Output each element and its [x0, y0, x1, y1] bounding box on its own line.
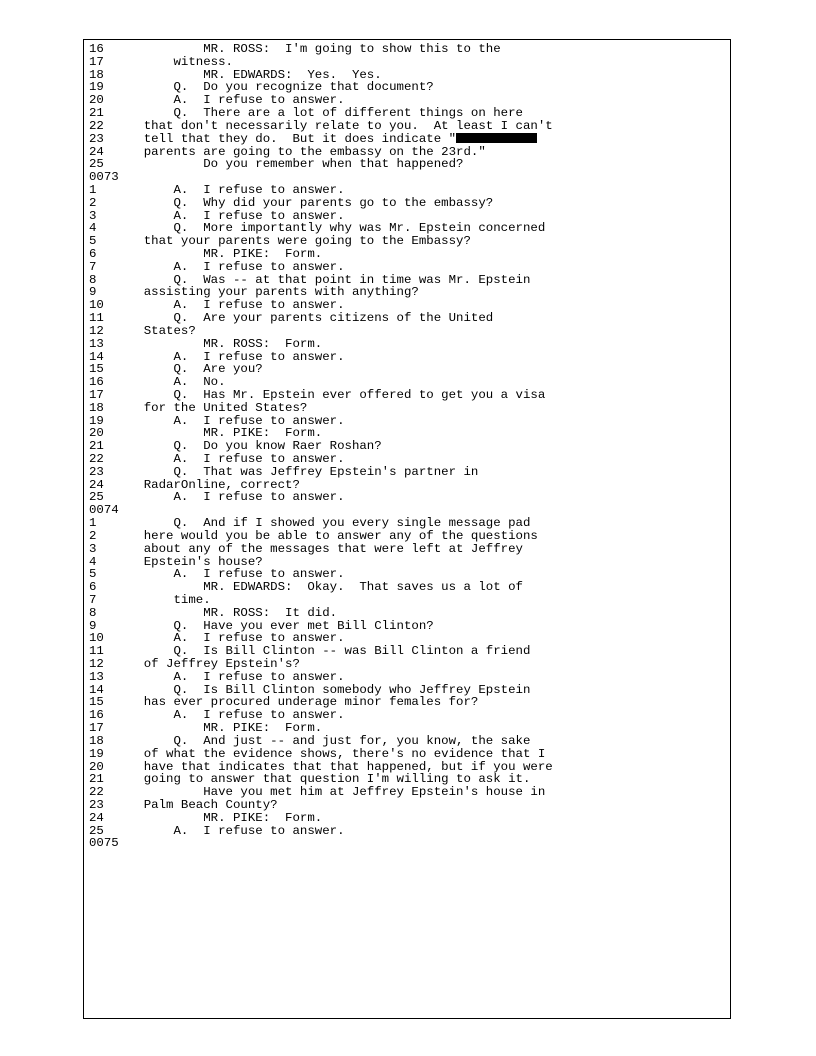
line-text-content: MR. PIKE: Form.	[114, 721, 323, 736]
line-number: 4	[89, 221, 97, 236]
line-number: 21	[89, 106, 104, 121]
line-text-content: Have you met him at Jeffrey Epstein's house in	[114, 785, 546, 800]
line-text-content: Do you remember when that happened?	[114, 157, 464, 172]
line-text-content: going to answer that question I'm willing to ask it.	[114, 772, 531, 787]
line-text-content: A. I refuse to answer.	[114, 669, 345, 684]
redaction-bar	[456, 133, 537, 143]
line-text-content: MR. PIKE: Form.	[114, 247, 323, 261]
line-number: 21	[89, 772, 104, 787]
line-text-content: MR. EDWARDS: Okay. That saves us a lot of	[114, 580, 523, 595]
line-text-content: A. I refuse to answer.	[114, 349, 345, 364]
line-number: 17	[89, 387, 104, 402]
line-text-content: A. I refuse to answer.	[114, 452, 345, 466]
line-number: 8	[89, 272, 97, 287]
line-number: 10	[89, 298, 104, 313]
line-number: 3	[89, 208, 97, 223]
line-number: 1	[89, 182, 97, 197]
line-number: 23	[89, 797, 104, 812]
line-text-content: MR. ROSS: It did.	[114, 605, 338, 620]
transcript-line	[89, 158, 729, 171]
line-text-content: of Jeffrey Epstein's?	[114, 657, 300, 671]
line-number: 0073	[89, 170, 119, 185]
line-number: 4	[89, 554, 97, 569]
line-text-content: tell that they do. But it does indicate "	[114, 131, 457, 146]
line-number: 9	[89, 285, 97, 300]
transcript-line	[89, 491, 729, 504]
transcript-line	[89, 825, 729, 838]
line-text-content: Q. And if I showed you every single message pad	[114, 516, 531, 531]
line-text-content: A. I refuse to answer.	[114, 823, 345, 838]
line-text-content: RadarOnline, correct?	[114, 477, 300, 492]
line-text-content: time.	[114, 592, 211, 607]
line-number: 9	[89, 618, 97, 633]
line-number: 14	[89, 349, 104, 364]
line-text-content: assisting your parents with anything?	[114, 285, 419, 300]
line-text-content: Q. There are a lot of different things on here	[114, 106, 523, 121]
line-text-content: Q. Are your parents citizens of the United	[114, 311, 494, 326]
line-text-content: A. I refuse to answer.	[114, 208, 345, 223]
line-number: 8	[89, 605, 97, 620]
line-text-content: Q. More importantly why was Mr. Epstein concerned	[114, 221, 546, 236]
line-text-content: MR. ROSS: I'm going to show this to the	[114, 42, 501, 56]
line-number: 24	[89, 477, 104, 492]
line-text-content: A. I refuse to answer.	[114, 631, 345, 646]
line-number: 14	[89, 682, 104, 697]
line-number: 22	[89, 452, 104, 466]
line-text	[114, 825, 345, 838]
transcript-body	[89, 43, 729, 850]
line-number: 22	[89, 785, 104, 800]
line-number: 11	[89, 311, 104, 326]
line-number: 6	[89, 580, 97, 595]
line-number: 23	[89, 131, 104, 146]
line-number: 15	[89, 695, 104, 710]
line-text-content: Q. Are you?	[114, 362, 263, 377]
line-number: 19	[89, 413, 104, 428]
line-number: 2	[89, 195, 97, 210]
line-text-content: A. I refuse to answer.	[114, 93, 345, 108]
line-text-content: Q. Is Bill Clinton somebody who Jeffrey Epstein	[114, 682, 531, 697]
line-number: 12	[89, 323, 104, 338]
line-number: 13	[89, 669, 104, 684]
line-text-content: MR. ROSS: Form.	[114, 336, 323, 351]
page-number-line	[89, 837, 729, 850]
line-number: 5	[89, 234, 97, 249]
line-text-content: parents are going to the embassy on the 23rd."	[114, 144, 486, 159]
line-text-content: A. I refuse to answer.	[114, 708, 345, 723]
line-text-content: Palm Beach County?	[114, 797, 278, 812]
line-text-content: about any of the messages that were left at Jeffrey	[114, 541, 523, 556]
line-text-content: A. I refuse to answer.	[114, 567, 345, 582]
line-number: 20	[89, 426, 104, 441]
line-number: 2	[89, 528, 97, 543]
line-text	[114, 158, 463, 171]
line-number: 25	[89, 823, 104, 838]
line-number: 7	[89, 259, 97, 274]
line-number: 19	[89, 80, 104, 95]
line-number: 25	[89, 490, 104, 505]
line-number: 18	[89, 733, 104, 748]
line-number: 10	[89, 631, 104, 646]
line-number: 20	[89, 93, 104, 108]
line-number: 6	[89, 247, 97, 261]
line-text-content: witness.	[114, 54, 233, 69]
line-text-content: Q. Do you know Raer Roshan?	[114, 439, 382, 454]
line-number: 20	[89, 759, 104, 774]
line-number: 5	[89, 567, 97, 582]
line-text-content: A. I refuse to answer.	[114, 182, 345, 197]
line-text-content: Q. Is Bill Clinton -- was Bill Clinton a friend	[114, 644, 531, 659]
line-number: 18	[89, 400, 104, 415]
line-number: 17	[89, 721, 104, 736]
line-number: 0075	[89, 836, 119, 851]
line-number: 16	[89, 708, 104, 723]
line-text-content: A. I refuse to answer.	[114, 490, 345, 505]
line-text-content: Q. That was Jeffrey Epstein's partner in	[114, 464, 479, 479]
line-number: 13	[89, 336, 104, 351]
line-number: 16	[89, 375, 104, 390]
line-number: 17	[89, 54, 104, 69]
line-text-content: for the United States?	[114, 400, 308, 415]
line-number: 0074	[89, 503, 119, 518]
line-text-content: Q. Why did your parents go to the embassy?	[114, 195, 494, 210]
line-number: 1	[89, 516, 97, 531]
line-number: 21	[89, 439, 104, 454]
line-text-content: A. I refuse to answer.	[114, 413, 345, 428]
line-text-content: Q. And just -- and just for, you know, the sake	[114, 733, 531, 748]
line-text-content: that don't necessarily relate to you. At least I can't	[114, 118, 553, 133]
line-number: 11	[89, 644, 104, 659]
line-number: 22	[89, 118, 104, 133]
line-number: 15	[89, 362, 104, 377]
line-text-content: Q. Do you recognize that document?	[114, 80, 434, 95]
line-text-content: A. No.	[114, 375, 226, 390]
line-number: 24	[89, 144, 104, 159]
line-text-content: MR. PIKE: Form.	[114, 426, 323, 441]
line-number: 19	[89, 746, 104, 761]
line-number: 16	[89, 42, 104, 56]
line-number: 7	[89, 592, 97, 607]
line-text-content: MR. EDWARDS: Yes. Yes.	[114, 67, 382, 82]
line-number: 12	[89, 657, 104, 671]
line-text-content: have that indicates that that happened, but if you were	[114, 759, 553, 774]
line-text-content: MR. PIKE: Form.	[114, 810, 323, 825]
line-text-content: has ever procured underage minor females for?	[114, 695, 479, 710]
line-number: 25	[89, 157, 104, 172]
line-text-content: Q. Have you ever met Bill Clinton?	[114, 618, 434, 633]
line-text-content: here would you be able to answer any of the questions	[114, 528, 538, 543]
line-text-content: A. I refuse to answer.	[114, 298, 345, 313]
line-text-content: of what the evidence shows, there's no evidence that I	[114, 746, 546, 761]
line-number: 3	[89, 541, 97, 556]
line-number: 24	[89, 810, 104, 825]
line-number: 18	[89, 67, 104, 82]
line-text-content: that your parents were going to the Embassy?	[114, 234, 471, 249]
line-text-content: A. I refuse to answer.	[114, 259, 345, 274]
line-text-content: Q. Has Mr. Epstein ever offered to get you a visa	[114, 387, 546, 402]
line-text	[114, 491, 345, 504]
line-number: 23	[89, 464, 104, 479]
line-text-content: Q. Was -- at that point in time was Mr. Epstein	[114, 272, 531, 287]
line-text-content: States?	[114, 323, 196, 338]
line-text-content: Epstein's house?	[114, 554, 263, 569]
